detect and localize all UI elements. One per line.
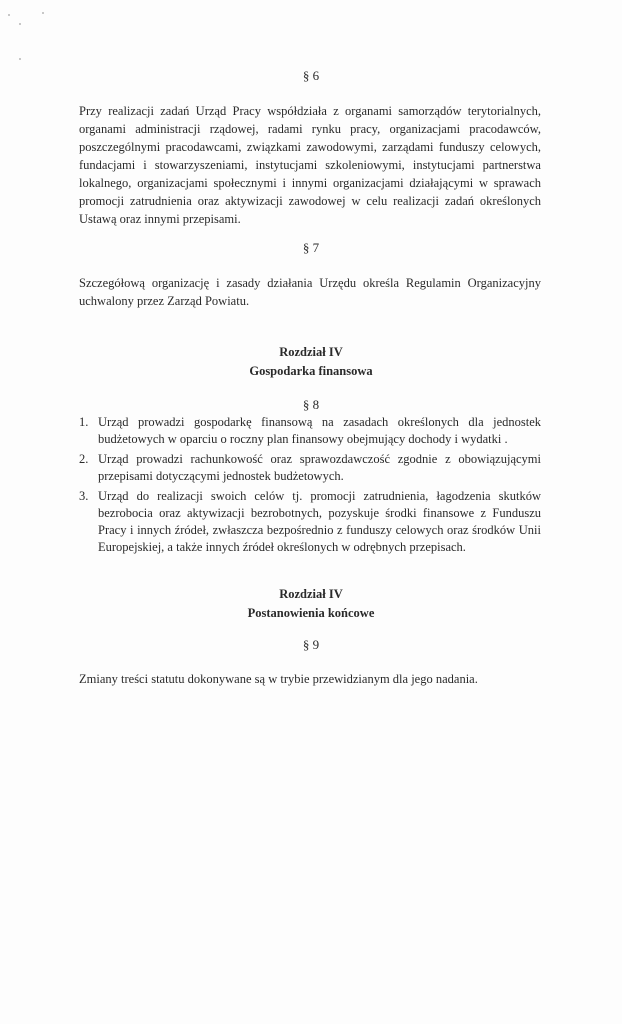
scan-speck bbox=[19, 58, 21, 60]
list-item bbox=[79, 451, 541, 485]
section-7-text: Szczegółową organizację i zasady działania Urzędu określa Regulamin Organizacyjny uchwalony przez Zarząd Powiatu. bbox=[79, 276, 541, 308]
list-item bbox=[79, 488, 541, 556]
section-6-heading: § 6 bbox=[302, 68, 320, 83]
section-6-text: Przy realizacji zadań Urząd Pracy współdziała z organami samorządów terytorialnych, organami administracji rządowej, radami rynku pracy, organizacjami pracodawców, poszczególnymi pracodawcami, związkami zawodowymi, zarządami funduszy celowych, fundacjami i stowarzyszeniami, instytucjami szkoleniowymi, instytucjami partnerstwa lokalnego, organizacjami społecznymi i innymi organizacjami działającymi w sprawach promocji zatrudnienia oraz aktywizacji zawodowej w celu realizacji zadań określonych Ustawą oraz innymi przepisami. bbox=[79, 104, 541, 226]
section-8-list bbox=[79, 414, 541, 559]
chapter-finance-title: Rozdział IV bbox=[279, 345, 343, 359]
chapter-final-title: Rozdział IV bbox=[279, 587, 343, 601]
chapter-final-subtitle: Postanowienia końcowe bbox=[247, 606, 375, 620]
list-item-number: 2. bbox=[79, 452, 89, 466]
section-8-heading: § 8 bbox=[302, 397, 320, 412]
list-item-number: 3. bbox=[79, 489, 89, 503]
section-7-heading: § 7 bbox=[302, 240, 320, 255]
section-9-heading: § 9 bbox=[302, 637, 320, 652]
section-9-text: Zmiany treści statutu dokonywane są w trybie przewidzianym dla jego nadania. bbox=[79, 672, 478, 686]
list-item-text: Urząd prowadzi rachunkowość oraz sprawozdawczość zgodnie z obowiązującymi przepisami dotyczącymi jednostek budżetowych. bbox=[98, 452, 541, 483]
chapter-finance-subtitle: Gospodarka finansowa bbox=[249, 364, 373, 378]
list-item-text: Urząd do realizacji swoich celów tj. promocji zatrudnienia, łagodzenia skutków bezrobocia oraz aktywizacji bezrobotnych, pozyskuje środki finansowe z Funduszu Pracy i innych źródeł, zwłaszcza bezpośrednio z funduszy celowych oraz środków Unii Europejskiej, a także innych źródeł określonych w odrębnych przepisach. bbox=[98, 489, 541, 554]
scan-speck bbox=[19, 23, 21, 25]
list-item bbox=[79, 414, 541, 448]
list-item-number: 1. bbox=[79, 415, 89, 429]
list-item-text: Urząd prowadzi gospodarkę finansową na zasadach określonych dla jednostek budżetowych w oparciu o roczny plan finansowy obejmujący dochody i wydatki . bbox=[98, 415, 541, 446]
scan-speck bbox=[42, 12, 44, 14]
scan-speck bbox=[8, 14, 10, 16]
